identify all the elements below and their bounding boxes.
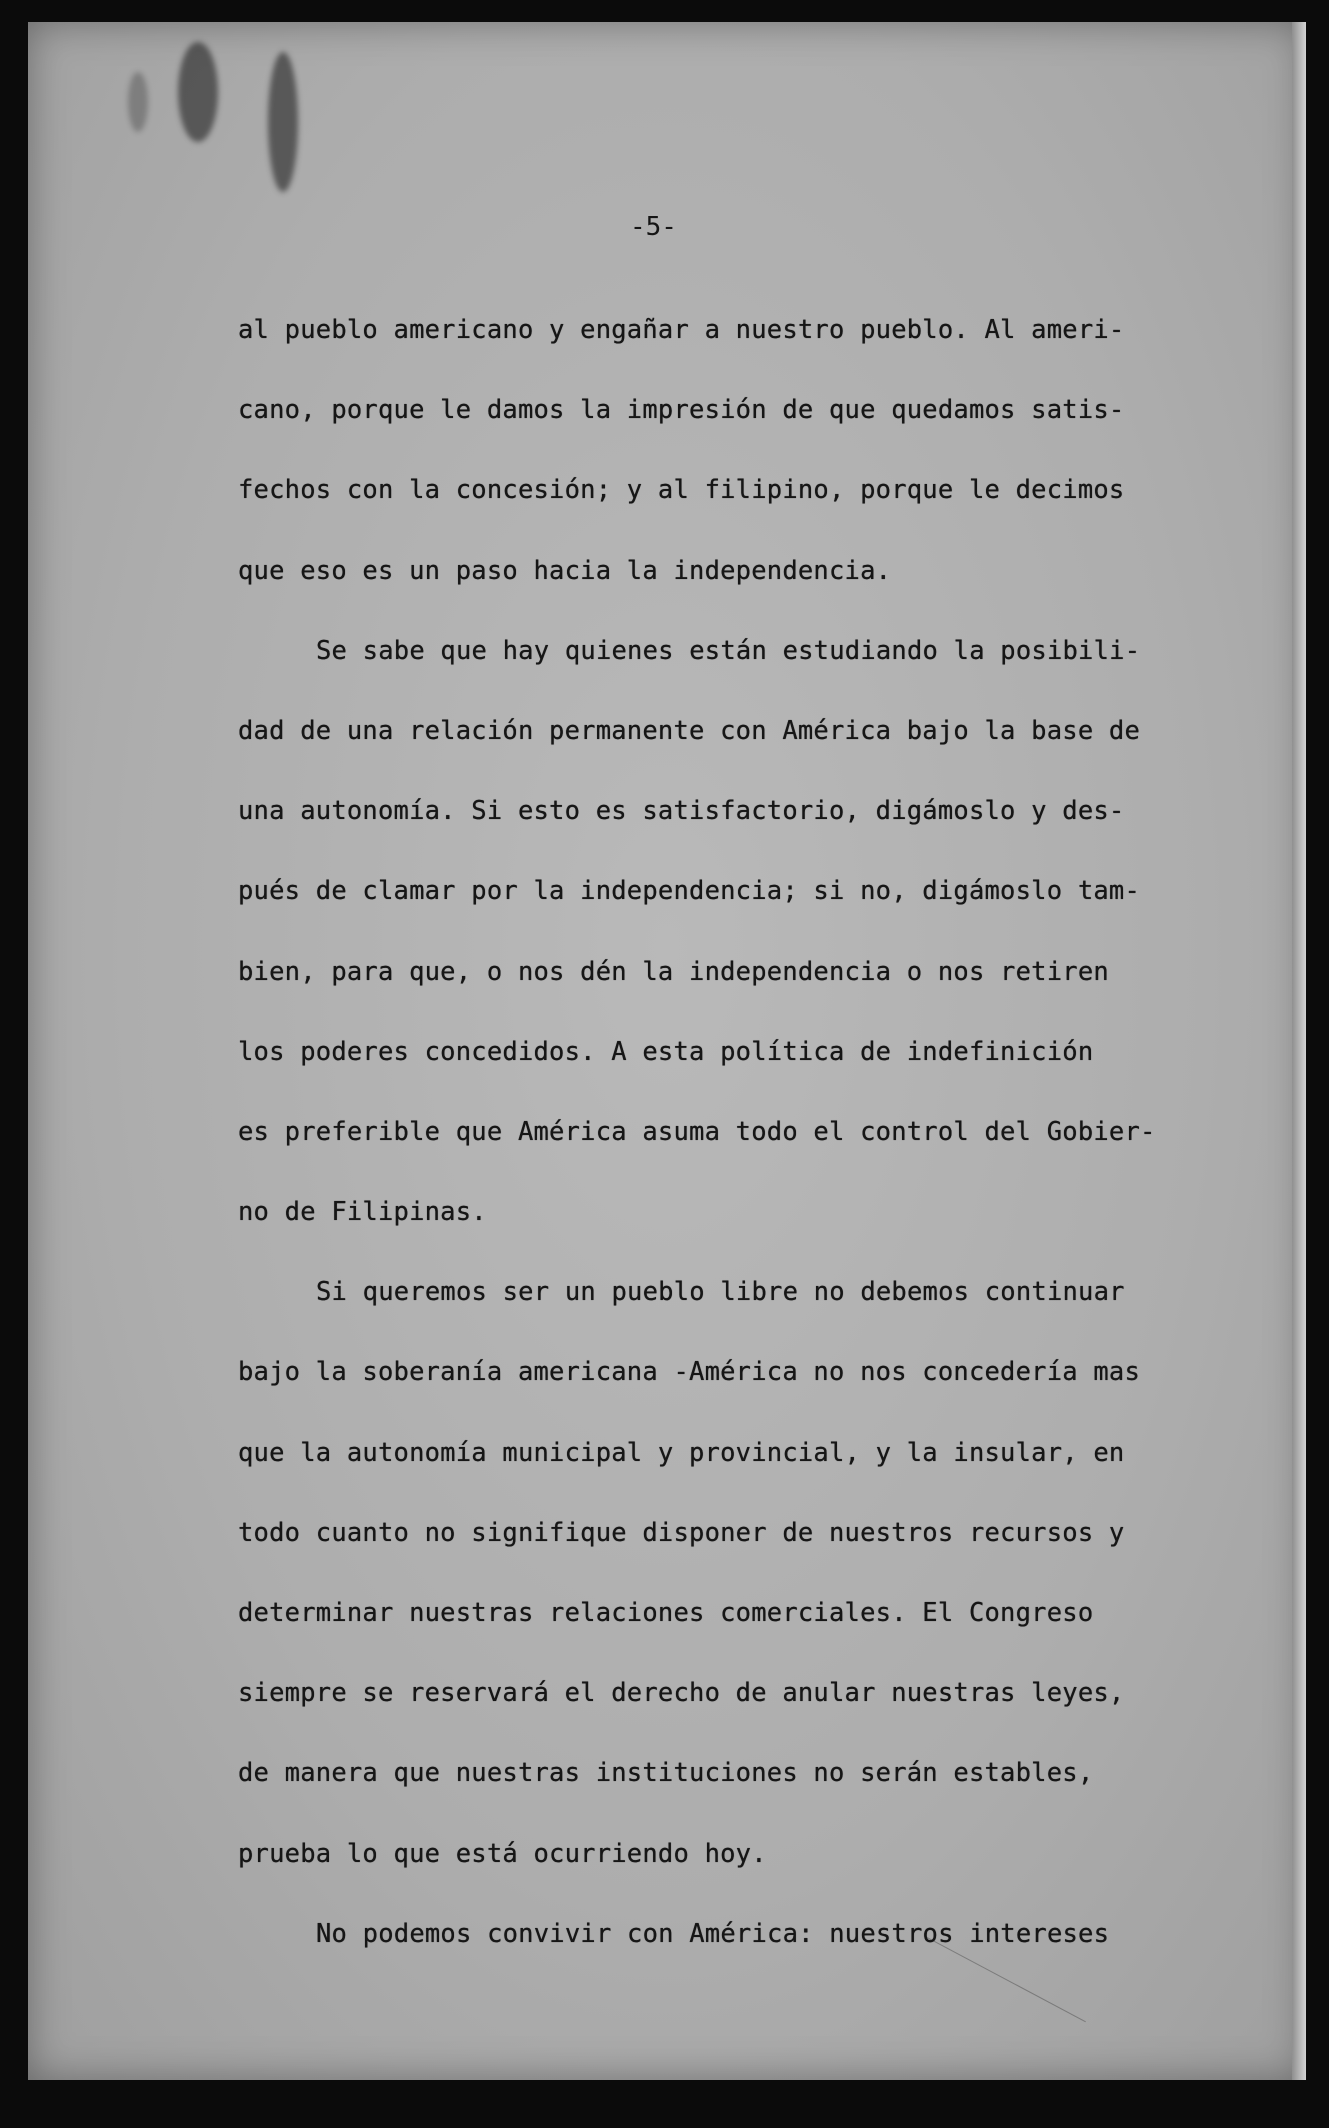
ink-stain	[178, 42, 218, 142]
text-line: bajo la soberanía americana -América no nos concedería mas	[238, 1357, 1141, 1388]
text-line: Se sabe que hay quienes están estudiando la posibili-	[316, 635, 1141, 666]
body-text	[238, 290, 1158, 1974]
paper-edge	[1292, 22, 1306, 2080]
text-line: que la autonomía municipal y provincial, y la insular, en	[238, 1437, 1125, 1468]
text-line: es preferible que América asuma todo el control del Gobier-	[238, 1116, 1156, 1147]
text-line: no de Filipinas.	[238, 1197, 487, 1228]
text-line: todo cuanto no signifique disponer de nuestros recursos y	[238, 1517, 1125, 1548]
text-line: siempre se reservará el derecho de anular nuestras leyes,	[238, 1678, 1125, 1709]
text-line: los poderes concedidos. A esta política de indefinición	[238, 1036, 1094, 1067]
text-line: bien, para que, o nos dén la independencia o nos retiren	[238, 956, 1109, 987]
text-line: fechos con la concesión; y al filipino, porque le decimos	[238, 475, 1125, 506]
text-line: prueba lo que está ocurriendo hoy.	[238, 1838, 767, 1869]
text-line: Si queremos ser un pueblo libre no debemos continuar	[316, 1277, 1125, 1308]
text-line: pués de clamar por la independencia; si no, digámoslo tam-	[238, 876, 1141, 907]
text-line: dad de una relación permanente con América bajo la base de	[238, 715, 1141, 746]
page-number: -5-	[630, 212, 677, 242]
text-line: que eso es un paso hacia la independencia.	[238, 555, 892, 586]
text-line: cano, porque le damos la impresión de que quedamos satis-	[238, 395, 1125, 426]
ink-stain	[268, 52, 298, 192]
text-line: una autonomía. Si esto es satisfactorio, digámoslo y des-	[238, 796, 1125, 827]
text-line: al pueblo americano y engañar a nuestro pueblo. Al ameri-	[238, 315, 1125, 345]
text-line: de manera que nuestras instituciones no serán estables,	[238, 1758, 1094, 1789]
text-line: No podemos convivir con América: nuestros intereses	[316, 1918, 1110, 1949]
text-line: determinar nuestras relaciones comerciales. El Congreso	[238, 1598, 1094, 1628]
ink-stain	[128, 72, 148, 132]
